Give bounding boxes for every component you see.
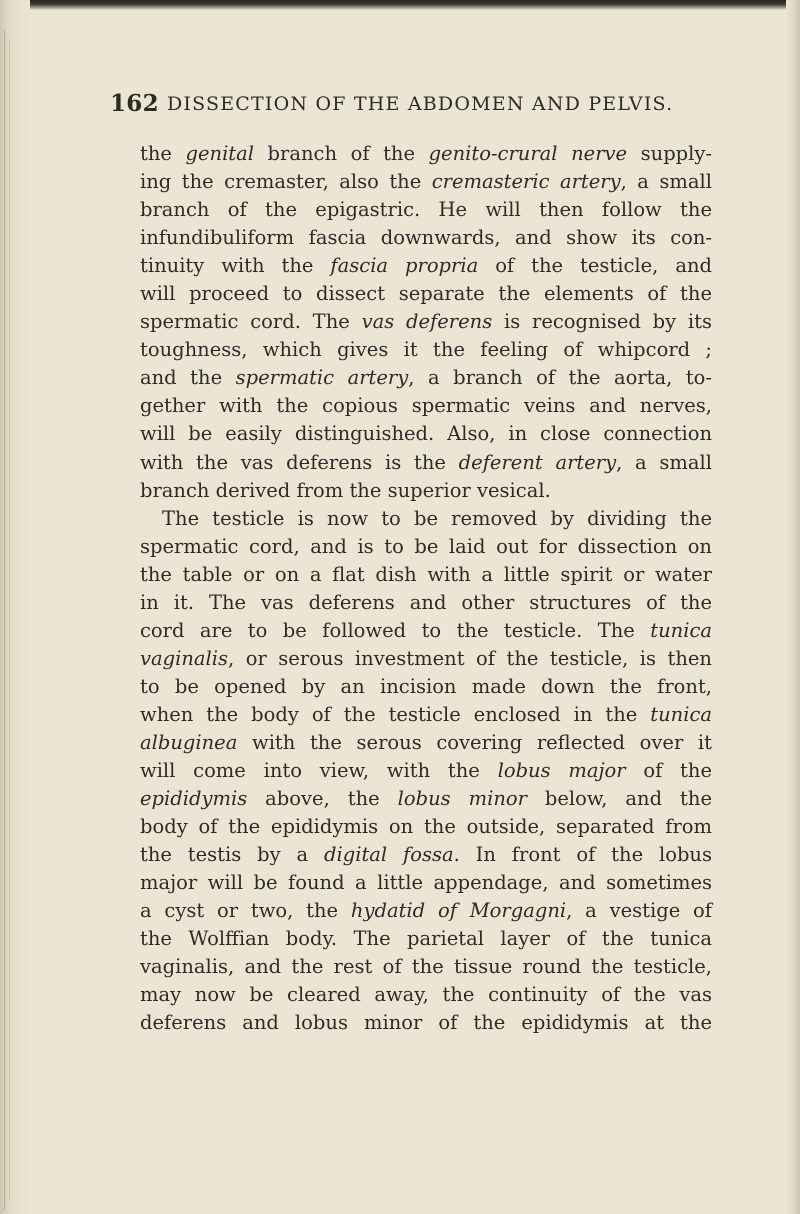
body-text	[140, 140, 712, 1038]
text-line	[140, 589, 712, 617]
page-gutter-edge	[0, 0, 30, 1214]
text-run: , or serous investment of the testicle, is then	[228, 646, 712, 670]
text-run: above, the	[247, 787, 398, 811]
text-line	[140, 925, 712, 953]
text-line	[140, 953, 712, 981]
text-line	[140, 785, 712, 813]
italic-term: hydatid of Morgagni	[350, 899, 567, 923]
text-line	[140, 336, 712, 364]
text-line	[140, 392, 712, 420]
text-line	[140, 841, 712, 869]
text-run: of the	[625, 759, 712, 783]
text-line	[140, 280, 712, 308]
text-line	[140, 449, 712, 477]
text-run: and the	[140, 366, 236, 390]
italic-term: genito-crural nerve	[428, 142, 628, 165]
text-run: , a vestige of	[566, 899, 712, 923]
text-run: of the testicle, and	[478, 254, 712, 278]
text-run: ing the cremaster, also the	[140, 170, 432, 194]
text-run: the testis by a	[140, 843, 324, 867]
text-run: gether with the copious spermatic veins and nerves,	[140, 394, 712, 418]
text-line	[140, 140, 712, 168]
text-line	[140, 561, 712, 589]
text-run: the Wolffian body. The parietal layer of the tunica	[140, 927, 712, 951]
text-line	[140, 1009, 712, 1037]
italic-term: tunica	[650, 702, 712, 726]
text-run: toughness, which gives it the feeling of whipcord ;	[140, 338, 712, 362]
text-run: cord are to be followed to the testicle. The	[140, 618, 651, 642]
text-line	[140, 729, 712, 757]
text-line	[140, 813, 712, 841]
italic-term: epididymis	[140, 787, 248, 811]
text-run: will be easily distinguished. Also, in close connection	[140, 422, 712, 446]
text-run: when the body of the testicle enclosed in the	[140, 702, 651, 726]
text-line	[140, 308, 712, 336]
italic-term: albuginea	[140, 730, 238, 754]
text-run: below, and the	[526, 787, 712, 811]
text-run: the table or on a flat dish with a little spirit or water	[140, 562, 712, 586]
page-top-edge	[0, 0, 800, 10]
text-line	[140, 196, 712, 224]
text-run: may now be cleared away, the continuity of the vas	[140, 983, 712, 1007]
text-line	[140, 757, 712, 785]
text-run: spermatic cord, and is to be laid out for dissection on	[140, 534, 712, 558]
text-line	[140, 645, 712, 673]
italic-term: lobus major	[497, 759, 626, 783]
italic-term: digital fossa	[324, 843, 454, 867]
text-run: body of the epididymis on the outside, separated from	[140, 815, 712, 839]
text-run: branch of the	[254, 142, 429, 165]
text-run: with the serous covering reflected over it	[237, 730, 712, 754]
italic-term: cremasteric artery	[431, 170, 621, 194]
text-line	[140, 617, 712, 645]
text-run: will come into view, with the	[140, 759, 498, 783]
text-run: deferens and lobus minor of the epididymis at the	[140, 1011, 712, 1035]
text-run: branch of the epigastric. He will then follow the	[140, 198, 712, 222]
italic-term: vas deferens	[361, 310, 493, 334]
text-line	[140, 420, 712, 448]
text-run: tinuity with the	[140, 254, 331, 278]
italic-term: tunica	[650, 618, 712, 642]
text-line	[140, 701, 712, 729]
page-header	[110, 90, 710, 126]
text-run: . In front of the lobus	[453, 843, 712, 867]
text-run: spermatic cord. The	[140, 310, 362, 334]
text-run: a cyst or two, the	[140, 899, 351, 923]
text-line	[140, 869, 712, 897]
page-right-edge	[786, 0, 800, 1214]
text-run: , a small	[616, 450, 712, 474]
text-run: with the vas deferens is the	[140, 450, 459, 474]
text-line	[140, 673, 712, 701]
text-line	[140, 224, 712, 252]
text-run: to be opened by an incision made down the front,	[140, 674, 712, 698]
text-run: the	[140, 142, 186, 165]
italic-term: vaginalis	[140, 646, 229, 670]
text-run: The testicle is now to be removed by dividing the	[162, 506, 712, 530]
italic-term: fascia propria	[330, 254, 479, 278]
text-run: , a small	[620, 170, 712, 194]
text-line	[140, 897, 712, 925]
text-line	[140, 981, 712, 1009]
text-run: supply-	[627, 142, 712, 165]
text-line	[140, 252, 712, 280]
text-run: major will be found a little appendage, and sometimes	[140, 871, 712, 895]
text-run: branch derived from the superior vesical.	[140, 478, 551, 502]
text-run: is recognised by its	[492, 310, 712, 334]
page-number: 162	[110, 90, 159, 117]
text-run: infundibuliform fascia downwards, and show its con-	[140, 226, 712, 250]
text-line	[140, 477, 712, 505]
italic-term: genital	[185, 142, 255, 165]
text-line	[140, 168, 712, 196]
italic-term: spermatic artery	[235, 366, 409, 390]
text-line	[140, 505, 712, 533]
text-run: , a branch of the aorta, to-	[408, 366, 713, 390]
text-line	[140, 364, 712, 392]
running-head: DISSECTION OF THE ABDOMEN AND PELVIS.	[167, 93, 674, 115]
text-run: will proceed to dissect separate the elements of the	[140, 282, 712, 306]
text-run: vaginalis, and the rest of the tissue round the testicle,	[140, 955, 712, 979]
italic-term: deferent artery	[458, 450, 617, 474]
text-line	[140, 533, 712, 561]
text-run: in it. The vas deferens and other structures of the	[140, 590, 712, 614]
italic-term: lobus minor	[397, 787, 527, 811]
